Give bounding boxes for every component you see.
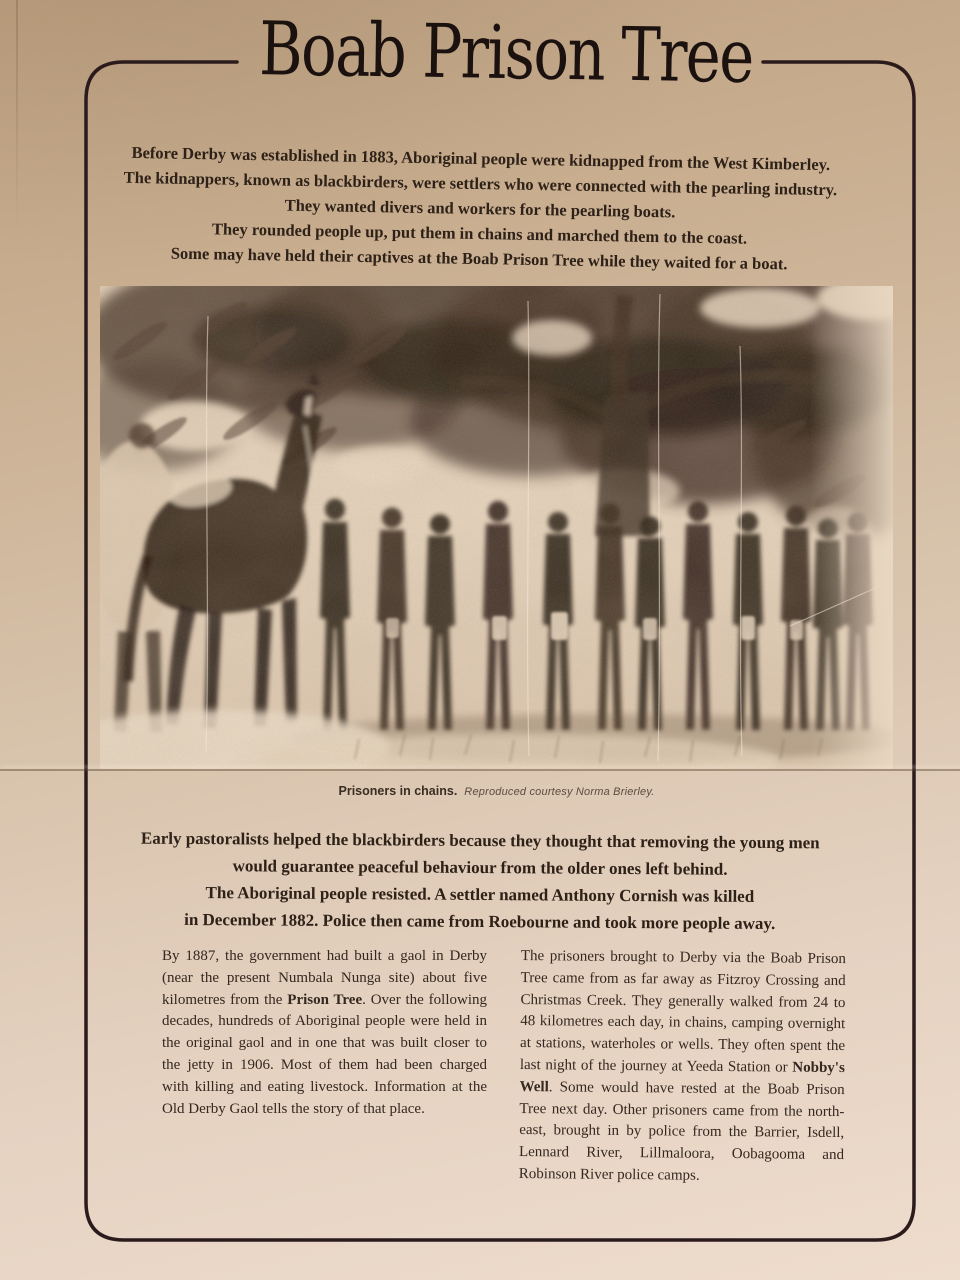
panel-seam xyxy=(0,769,960,771)
intro-line: Some may have held their captives at the Boab Prison Tree while they waited for a boat. xyxy=(170,243,788,274)
photo-grain xyxy=(100,286,893,769)
middle-paragraph xyxy=(0,824,960,939)
right-column-text: The prisoners brought to Derby via the Boab Prison Tree came from as far away as Fitzroy Crossing and Christmas Creek. They generally walked from 24 to 48 kilometres each day, in chains, camping overnight at stations, waterholes or wells. They often spent the last night of the journey at Yeeda Station or Nobby's Well. Some would have rested at the Boab Prison Tree next day. Other prisoners came from the north-east, brought in by police from the Barrier, Isdell, Lennard River, Lillmaloora, Oobagooma and Robinson River police camps. xyxy=(518,947,846,1184)
middle-line: Early pastoralists helped the blackbirders because they thought that removing the young men xyxy=(140,828,820,853)
intro-paragraph xyxy=(0,138,960,280)
middle-line: in December 1882. Police then came from Roebourne and took more people away. xyxy=(184,909,776,934)
photo-caption-title: Prisoners in chains. xyxy=(338,784,458,798)
photo-caption xyxy=(100,783,893,800)
historic-photo xyxy=(100,286,893,769)
body-columns xyxy=(162,946,846,1186)
intro-line: Before Derby was established in 1883, Aboriginal people were kidnapped from the West Kimberley. xyxy=(131,142,831,175)
prisoners-photo-scene xyxy=(100,286,893,769)
intro-line: They rounded people up, put them in chains and marched them to the coast. xyxy=(211,219,748,248)
photo-edge-fade xyxy=(810,286,893,769)
middle-line: would guarantee peaceful behaviour from the older ones left behind. xyxy=(232,856,728,879)
photo-caption-credit: Reproduced courtesy Norma Brierley. xyxy=(464,786,655,798)
intro-line: The kidnappers, known as blackbirders, were settlers who were connected with the pearling industry. xyxy=(123,167,838,200)
left-column-text: By 1887, the government had built a gaol in Derby (near the present Numbala Nunga site) about five kilometres from the Prison Tree. Over the following decades, hundreds of Aboriginal people were held in the original gaol and in one that was built closer to the jetty in 1906. Most of them had been charged with killing and eating livestock. Information at the Old Derby Gaol tells the story of that place. xyxy=(162,948,487,1117)
middle-line: The Aboriginal people resisted. A settler named Anthony Cornish was killed xyxy=(205,883,755,906)
intro-line: They wanted divers and workers for the pearling boats. xyxy=(284,195,676,222)
poster-title: Boab Prison Tree xyxy=(258,6,754,100)
